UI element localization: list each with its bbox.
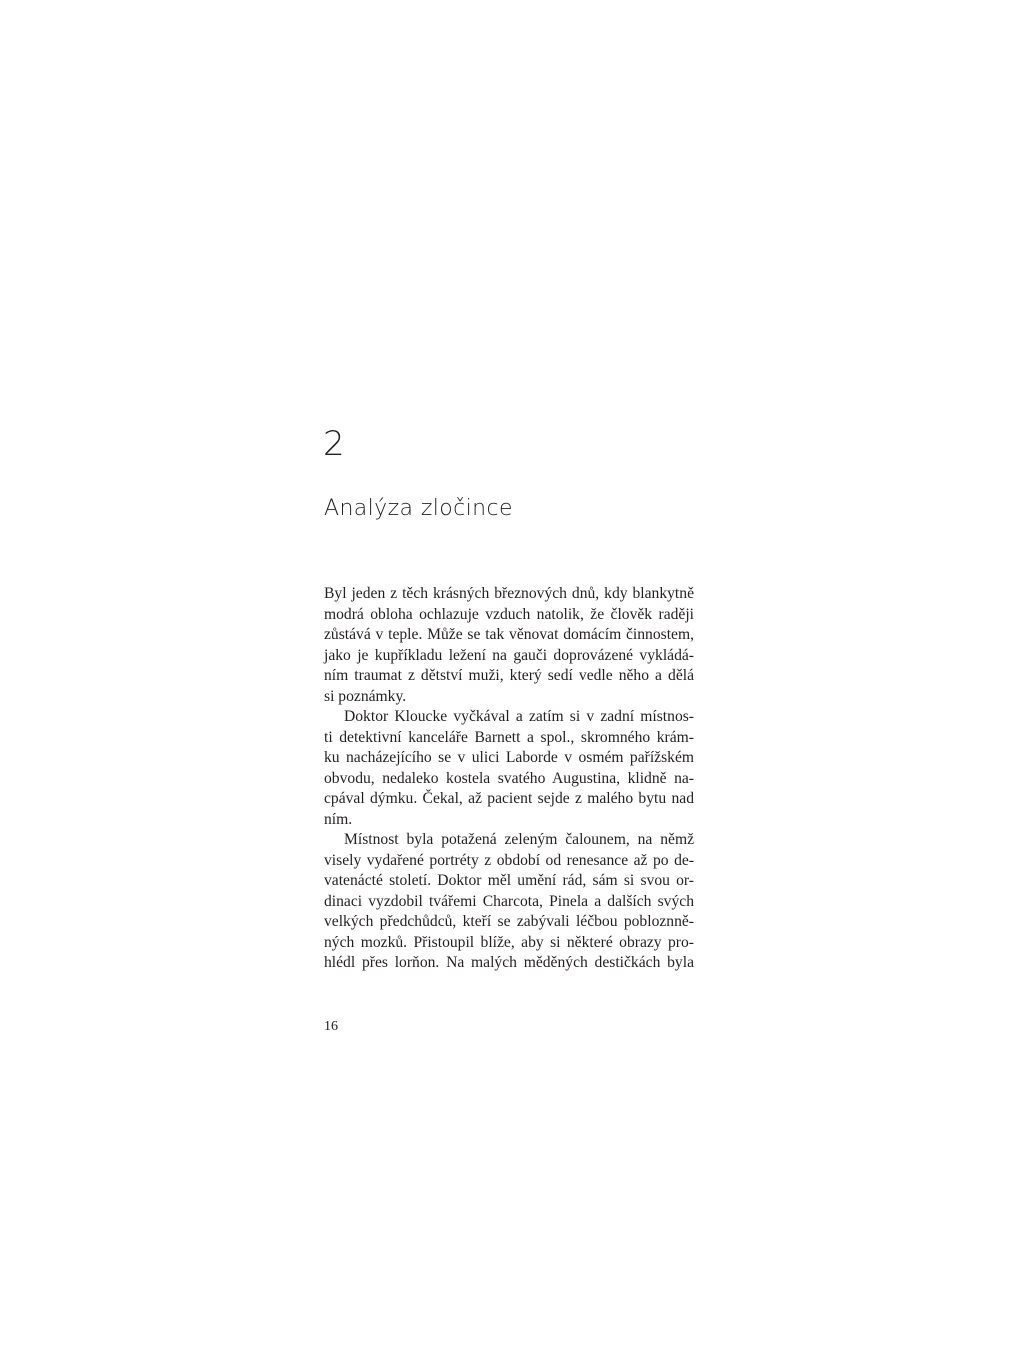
text-line: zůstává v teple. Může se tak věnovat domácím činnostem, xyxy=(324,626,694,643)
body-text xyxy=(324,584,694,974)
text-line: ním. xyxy=(324,810,353,828)
text-line: Byl jeden z těch krásných březnových dnů, kdy blankytně xyxy=(324,585,694,602)
text-line: velkých předchůdců, kteří se zabývali léčbou pobloznně- xyxy=(324,913,694,930)
text-line: visely vydařené portréty z období od renesance až po de- xyxy=(324,851,694,869)
page-number: 16 xyxy=(324,1019,338,1034)
text-line: obvodu, nedaleko kostela svatého Augustina, klidně na- xyxy=(324,769,694,787)
chapter-number: 2 xyxy=(323,424,346,464)
text-line: si poznámky. xyxy=(324,687,407,705)
text-line: dinaci vyzdobil tvářemi Charcota, Pinela a dalších svých xyxy=(324,892,694,910)
chapter-title: Analýza zločince xyxy=(324,496,513,521)
text-line: jako je kupříkladu ležení na gauči doprovázené vykládá- xyxy=(324,646,694,664)
text-line: cpával dýmku. Čekal, až pacient sejde z malého bytu nad xyxy=(324,790,694,807)
text-line: ti detektivní kanceláře Barnett a spol., skromného krám- xyxy=(324,728,694,746)
text-line: ných mozků. Přistoupil blíže, aby si některé obrazy pro- xyxy=(324,933,694,951)
text-line: ku nacházejícího se v ulici Laborde v osmém pařížském xyxy=(324,749,694,766)
text-line: Místnost byla potažená zeleným čalounem, na němž xyxy=(344,831,694,848)
text-line: Doktor Kloucke vyčkával a zatím si v zadní místnos- xyxy=(344,708,694,725)
text-line: vatenácté století. Doktor měl umění rád, sám si svou or- xyxy=(324,872,694,889)
text-line: ním traumat z dětství muži, který sedí vedle něho a dělá xyxy=(324,667,694,684)
text-line: hlédl přes lorňon. Na malých měděných destičkách byla xyxy=(324,954,694,971)
text-line: modrá obloha ochlazuje vzduch natolik, že člověk raději xyxy=(324,605,694,623)
